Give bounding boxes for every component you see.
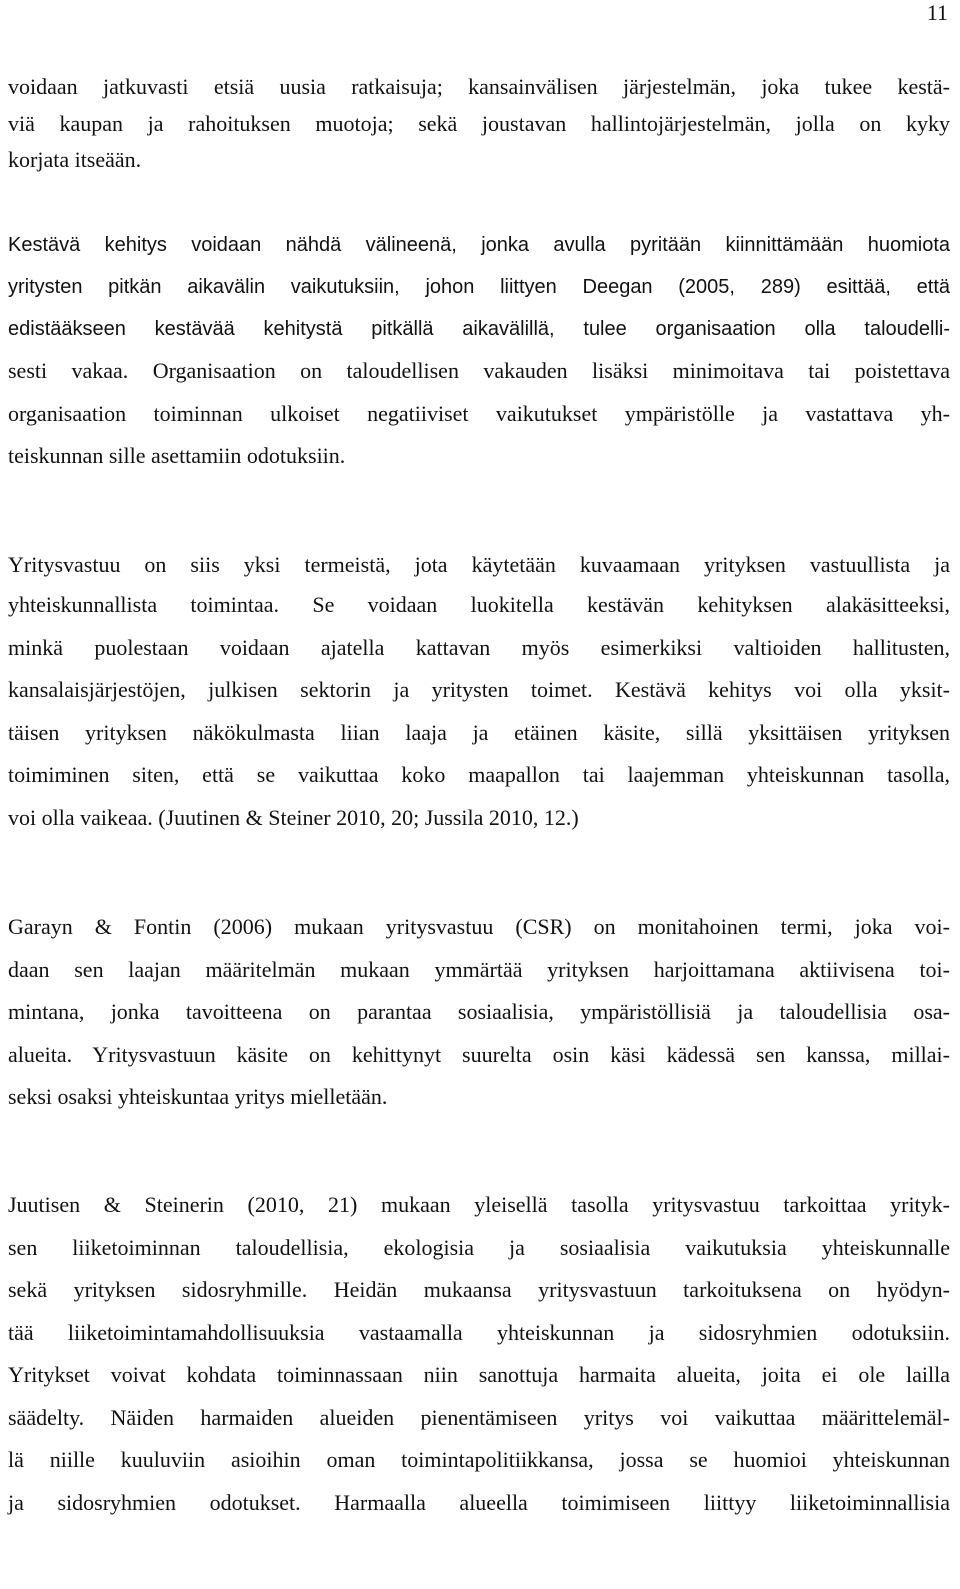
- text-line: voidaan jatkuvasti etsiä uusia ratkaisuja; kansainvälisen järjestelmän, joka tukee kestä-: [8, 74, 950, 99]
- text-line: korjata itseään.: [8, 147, 142, 172]
- text-line: sen liiketoiminnan taloudellisia, ekologisia ja sosiaalisia vaikutuksia yhteiskunnalle: [8, 1235, 950, 1260]
- text-line: sesti vakaa. Organisaation on taloudellisen vakauden lisäksi minimoitava tai poistettava: [8, 358, 950, 383]
- text-line: Juutisen & Steinerin (2010, 21) mukaan yleisellä tasolla yritysvastuu tarkoittaa yrityk-: [8, 1192, 950, 1217]
- text-line: voi olla vaikeaa. (Juutinen & Steiner 2010, 20; Jussila 2010, 12.): [8, 805, 579, 830]
- text-line: säädelty. Näiden harmaiden alueiden pienentämiseen yritys voi vaikuttaa määrittelemäl-: [8, 1405, 950, 1430]
- text-line: teiskunnan sille asettamiin odotuksiin.: [8, 443, 346, 468]
- text-line: täisen yrityksen näkökulmasta liian laaja ja etäinen käsite, sillä yksittäisen yrityksen: [8, 720, 950, 745]
- text-line: kansalaisjärjestöjen, julkisen sektorin ja yritysten toimet. Kestävä kehitys voi olla yksit-: [8, 677, 950, 702]
- text-line: lä niille kuuluviin asioihin oman toimintapolitiikkansa, jossa se huomioi yhteiskunnan: [8, 1447, 950, 1472]
- text-line: Garayn & Fontin (2006) mukaan yritysvastuu (CSR) on monitahoinen termi, joka voi-: [8, 914, 950, 939]
- text-line: Kestävä kehitys voidaan nähdä välineenä, jonka avulla pyritään kiinnittämään huomiota: [8, 234, 950, 256]
- text-line: yhteiskunnallista toimintaa. Se voidaan luokitella kestävän kehityksen alakäsitteeksi,: [8, 592, 950, 617]
- page-number: 11: [926, 0, 948, 25]
- text-line: ja sidosryhmien odotukset. Harmaalla alueella toimimiseen liittyy liiketoiminnallisia: [8, 1490, 950, 1515]
- text-line: daan sen laajan määritelmän mukaan ymmärtää yrityksen harjoittamana aktiivisena toi-: [8, 957, 950, 982]
- text-line: minkä puolestaan voidaan ajatella kattavan myös esimerkiksi valtioiden hallitusten,: [8, 635, 950, 660]
- text-line: Yritysvastuu on siis yksi termeistä, jota käytetään kuvaamaan yrityksen vastuullista ja: [8, 552, 950, 577]
- text-line: seksi osaksi yhteiskuntaa yritys mielletään.: [8, 1084, 388, 1109]
- text-line: alueita. Yritysvastuun käsite on kehittynyt suurelta osin käsi kädessä sen kanssa, millai-: [8, 1042, 950, 1067]
- text-line: organisaation toiminnan ulkoiset negatiiviset vaikutukset ympäristölle ja vastattava yh-: [8, 401, 950, 426]
- text-line: edistääkseen kestävää kehitystä pitkällä aikavälillä, tulee organisaation olla taloudelli-: [8, 318, 950, 340]
- text-line: tää liiketoimintamahdollisuuksia vastaamalla yhteiskunnan ja sidosryhmien odotuksiin.: [8, 1320, 950, 1345]
- text-line: yritysten pitkän aikavälin vaikutuksiin, johon liittyen Deegan (2005, 289) esittää, että: [8, 276, 950, 298]
- text-line: sekä yrityksen sidosryhmille. Heidän mukaansa yritysvastuun tarkoituksena on hyödyn-: [8, 1277, 950, 1302]
- text-line: mintana, jonka tavoitteena on parantaa sosiaalisia, ympäristöllisiä ja taloudellisia osa-: [8, 999, 950, 1024]
- text-line: viä kaupan ja rahoituksen muotoja; sekä joustavan hallintojärjestelmän, jolla on kyky: [8, 111, 950, 136]
- text-line: Yritykset voivat kohdata toiminnassaan niin sanottuja harmaita alueita, joita ei ole lailla: [8, 1362, 950, 1387]
- text-line: toimiminen siten, että se vaikuttaa koko maapallon tai laajemman yhteiskunnan tasolla,: [8, 762, 950, 787]
